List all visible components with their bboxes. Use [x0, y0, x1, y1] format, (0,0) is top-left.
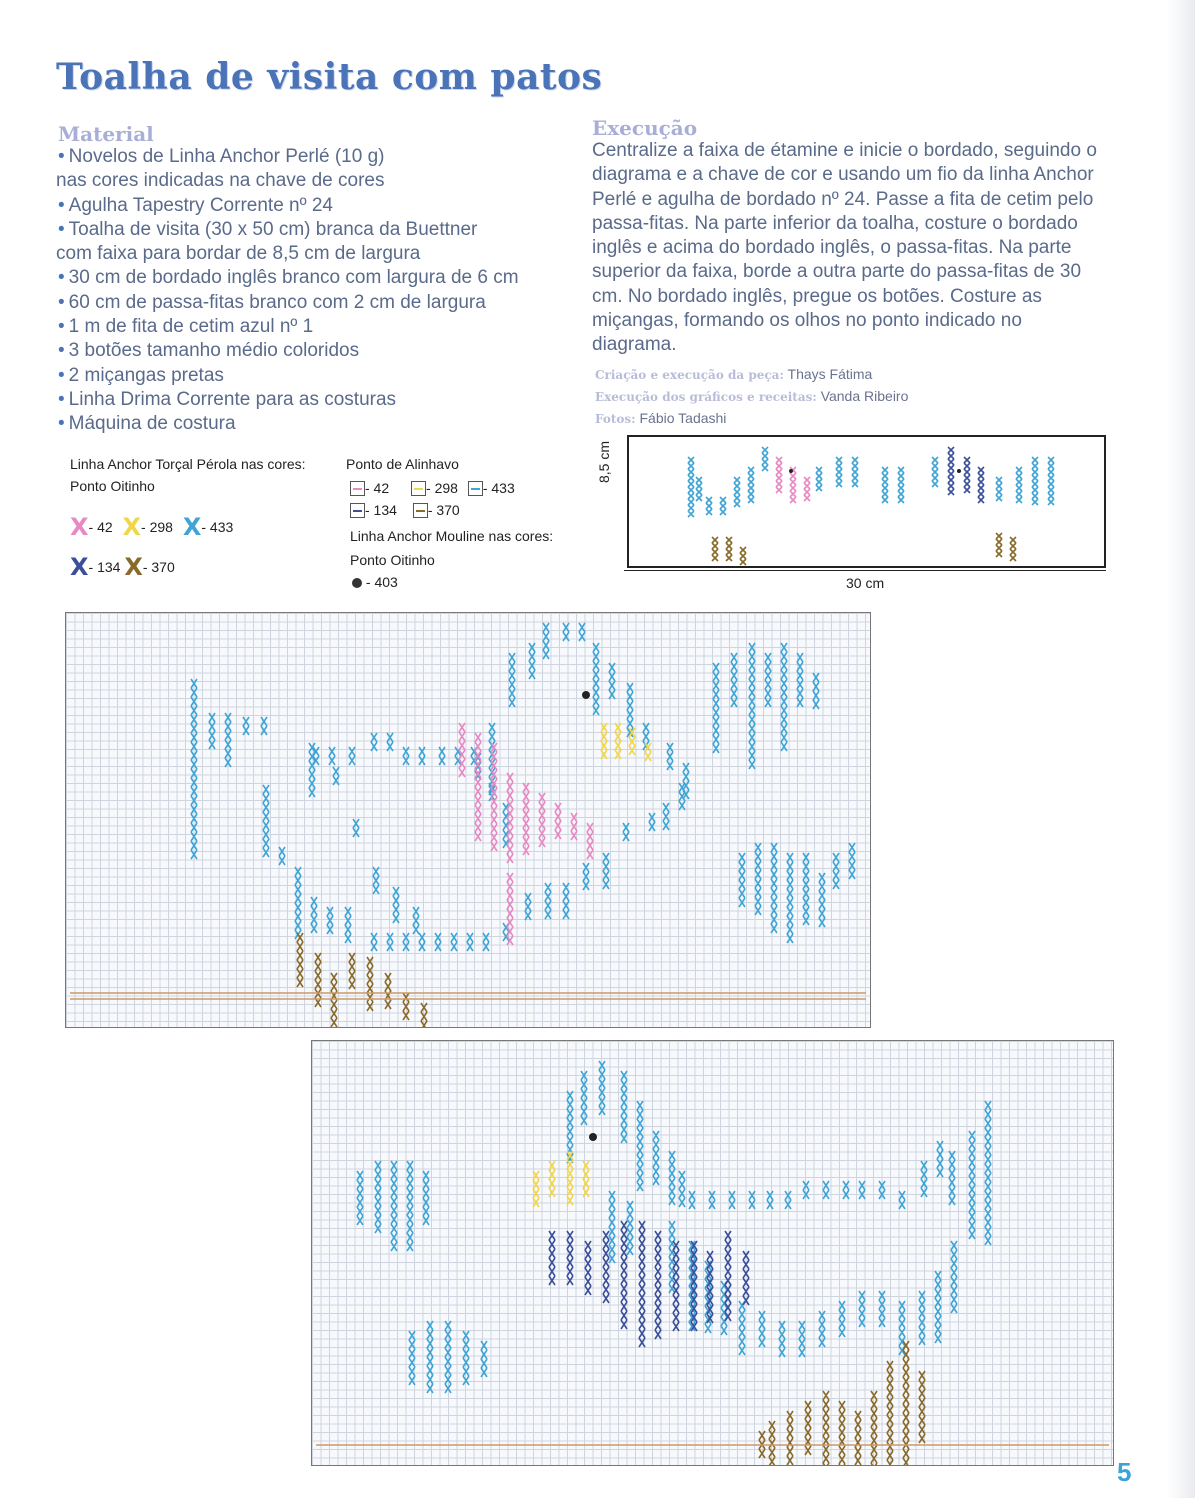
stitch-column	[349, 747, 355, 765]
stitch-column	[555, 803, 561, 839]
width-dimension-line	[624, 570, 1106, 571]
stitch-column	[852, 457, 858, 487]
stitch-column	[387, 933, 393, 951]
stitch-column	[679, 1171, 685, 1207]
bullet-icon: •	[58, 146, 65, 167]
bead-dot-icon	[352, 578, 362, 588]
stitch-column	[785, 1191, 791, 1209]
stitch-column	[749, 643, 755, 769]
stitch-column	[421, 1003, 427, 1027]
cross-stitch-icon: X	[70, 513, 89, 541]
stitch-column	[839, 1301, 845, 1337]
stitch-column	[748, 467, 754, 503]
stitch-column	[603, 1231, 609, 1303]
stitch-column	[739, 853, 745, 907]
stitch-column	[739, 1301, 745, 1355]
stitch-column	[743, 1251, 749, 1305]
page-number: 5	[1117, 1457, 1132, 1487]
stitch-column	[688, 457, 694, 517]
stitch-column	[459, 723, 465, 777]
stitch-column	[823, 1391, 829, 1465]
stitch-column	[333, 767, 339, 785]
stitch-column	[593, 643, 599, 715]
eye-bead	[582, 691, 590, 699]
stitch-column	[327, 907, 333, 934]
stitch-column	[663, 803, 669, 830]
pattern-bottom-stitches	[312, 1041, 1113, 1465]
stitch-column	[882, 467, 888, 503]
stitch-column	[740, 547, 746, 565]
stitch-column	[805, 1401, 811, 1455]
stitch-column	[803, 1181, 809, 1199]
stitch-column	[919, 1371, 925, 1443]
running-stitch-icon	[350, 503, 365, 518]
stitch-column	[371, 733, 377, 751]
eye-bead	[789, 469, 793, 473]
stitch-column	[507, 873, 513, 945]
stitch-column	[1032, 457, 1038, 505]
stitch-column	[567, 1231, 573, 1285]
stitch-column	[297, 933, 303, 987]
stitch-column	[375, 1161, 381, 1233]
stitch-column	[689, 1191, 695, 1209]
bullet-icon: •	[58, 388, 65, 410]
stitch-column	[385, 973, 391, 1009]
stitch-column	[849, 843, 855, 879]
stitch-column	[529, 643, 535, 679]
stitch-column	[709, 1191, 715, 1209]
stitch-column	[581, 1071, 587, 1125]
stitch-column	[639, 1221, 645, 1347]
stitch-column	[451, 933, 457, 951]
stitch-column	[601, 723, 607, 759]
stitch-column	[463, 1331, 469, 1385]
execucao-text: Centralize a faixa de étamine e inicie o bordado, seguindo o diagrama e a chave de cor e usando um fio da linha Anchor Perlé e agulha de bordado nº 24. Passe a fita de cetim pelo passa-fitas. Na parte inferior da toalha, costure o bordado inglês e acima do bordado inglês, o passa-fitas. Na parte superior da faixa, borde a outra parte do passa-fitas de 30 cm. No bordado inglês, pregue os botões. Costure as miçangas, formando os olhos no ponto indicado no diagrama.	[592, 140, 1097, 356]
stitch-column	[563, 623, 569, 641]
chart-pattern-bottom	[311, 1040, 1114, 1466]
legend-mouline-subtitle: Ponto Oitinho	[350, 552, 435, 568]
stitch-column	[349, 953, 355, 989]
mini-diagram	[627, 435, 1106, 568]
stitch-column	[935, 1271, 941, 1343]
stitch-column	[1016, 467, 1022, 503]
stitch-column	[543, 623, 549, 659]
stitch-column	[776, 457, 782, 493]
stitch-column	[726, 537, 732, 561]
legend-perola-subtitle: Ponto Oitinho	[70, 478, 155, 494]
stitch-column	[667, 743, 673, 770]
stitch-column	[243, 717, 249, 735]
stitch-column	[579, 623, 585, 641]
stitch-column	[720, 497, 726, 515]
stitch-column	[295, 867, 301, 939]
bullet-icon: •	[58, 413, 65, 435]
stitch-column	[921, 1161, 927, 1197]
stitch-column	[539, 793, 545, 847]
bullet-icon: •	[58, 267, 65, 289]
stitch-column	[985, 1101, 991, 1245]
stitch-column	[819, 1311, 825, 1347]
stitch-column	[948, 447, 954, 495]
stitch-column	[407, 1161, 413, 1251]
stitch-column	[996, 533, 1002, 557]
width-label: 30 cm	[846, 575, 885, 591]
stitch-column	[403, 747, 409, 765]
legend-alinhavo: Ponto de Alinhavo - 42 - 298 - 433 - 134 - 370 Linha Anchor Mouline nas cores: Ponto Oitinho - 403	[346, 453, 553, 593]
stitch-column	[645, 743, 651, 761]
material-item: com faixa para bordar de 8,5 cm de largura	[56, 243, 421, 265]
page-edge-shadow	[1167, 0, 1195, 1498]
stitch-column	[423, 1171, 429, 1225]
stitch-column	[655, 1231, 661, 1339]
cross-stitch-icon: X	[122, 513, 142, 541]
stitch-column	[419, 747, 425, 765]
stitch-column	[932, 457, 938, 487]
stitch-column	[964, 457, 970, 493]
credit-line: Execução dos gráficos e receitas: Vanda Ribeiro	[595, 388, 909, 404]
stitch-column	[969, 1131, 975, 1239]
stitch-column	[563, 883, 569, 919]
material-heading: Material	[58, 122, 154, 146]
stitch-column	[621, 1221, 627, 1329]
stitch-column	[621, 1071, 627, 1143]
material-item: • Linha Drima Corrente para as costuras	[58, 388, 397, 410]
material-list	[56, 145, 581, 437]
stitch-column	[839, 1401, 845, 1465]
stitch-column	[525, 893, 531, 920]
pattern-top-stitches	[66, 613, 870, 1027]
stitch-column	[603, 853, 609, 889]
stitch-column	[787, 1411, 793, 1465]
stitch-column	[879, 1181, 885, 1199]
stitch-column	[949, 1151, 955, 1205]
running-stitch-icon	[350, 481, 365, 496]
stitch-column	[329, 747, 335, 765]
stitch-column	[803, 853, 809, 925]
stitch-column	[439, 747, 445, 765]
material-item: • 2 miçangas pretas	[58, 364, 224, 386]
legend-perola-title: Linha Anchor Torçal Pérola nas cores:	[70, 456, 306, 472]
legend-alinhavo-title: Ponto de Alinhavo	[346, 456, 459, 472]
stitch-column	[759, 1311, 765, 1347]
stitch-column	[871, 1391, 877, 1465]
running-stitch-icon	[468, 481, 483, 496]
height-label: 8,5 cm	[596, 440, 612, 483]
stitch-column	[475, 733, 481, 841]
material-item: • Agulha Tapestry Corrente nº 24	[58, 194, 333, 216]
stitch-column	[836, 457, 842, 487]
stitch-column	[309, 743, 315, 797]
stitch-column	[583, 863, 589, 890]
stitch-column	[649, 813, 655, 831]
stitch-column	[357, 1171, 363, 1225]
material-item: • Novelos de Linha Anchor Perlé (10 g)	[58, 146, 385, 167]
stitch-column	[771, 843, 777, 933]
stitch-column	[549, 1231, 555, 1285]
stitch-column	[387, 733, 393, 751]
stitch-column	[545, 883, 551, 919]
stitch-column	[279, 847, 285, 865]
stitch-column	[799, 1321, 805, 1357]
stitch-column	[706, 497, 712, 515]
stitch-column	[615, 723, 621, 759]
stitch-column	[331, 973, 337, 1027]
stitch-column	[509, 653, 515, 707]
stitch-column	[413, 907, 419, 934]
stitch-column	[353, 819, 359, 837]
chart-pattern-top	[65, 612, 871, 1028]
material-item: • 1 m de fita de cetim azul nº 1	[58, 316, 314, 338]
stitch-column	[393, 887, 399, 923]
stitch-column	[599, 1061, 605, 1115]
material-item: nas cores indicadas na chave de cores	[56, 170, 385, 192]
legend-perola: Linha Anchor Torçal Pérola nas cores: Ponto Oitinho X- 42 X- 298 X- 433 X- 134 X- 370	[70, 453, 306, 587]
cross-stitch-icon: X	[182, 513, 202, 541]
stitch-column	[804, 477, 810, 501]
stitch-column	[261, 717, 267, 735]
stitch-column	[712, 537, 718, 561]
material-item: • Toalha de visita (30 x 50 cm) branca da Buettner	[58, 218, 478, 240]
stitch-column	[887, 1361, 893, 1465]
stitch-column	[765, 653, 771, 707]
stitch-column	[403, 933, 409, 951]
running-stitch-icon	[411, 481, 426, 496]
stitch-column	[507, 773, 513, 863]
stitch-column	[549, 1161, 555, 1197]
stitch-column	[313, 747, 319, 765]
credit-line: Fotos: Fábio Tadashi	[595, 410, 727, 426]
stitch-column	[898, 467, 904, 503]
stitch-column	[209, 713, 215, 749]
material-item: • 60 cm de passa-fitas branco com 2 cm de largura	[58, 291, 486, 313]
stitch-column	[899, 1301, 905, 1355]
stitch-column	[533, 1171, 539, 1207]
stitch-column	[951, 1241, 957, 1313]
stitch-column	[191, 679, 197, 859]
stitch-column	[755, 843, 761, 915]
stitch-column	[627, 1201, 633, 1255]
stitch-column	[311, 897, 317, 933]
stitch-column	[859, 1291, 865, 1327]
stitch-column	[571, 813, 577, 840]
stitch-column	[833, 853, 839, 889]
stitch-column	[403, 993, 409, 1020]
stitch-column	[729, 1191, 735, 1209]
stitch-column	[713, 663, 719, 753]
stitch-column	[779, 1321, 785, 1357]
bullet-icon: •	[58, 364, 65, 386]
stitch-column	[371, 933, 377, 951]
stitch-column	[797, 653, 803, 707]
stitch-column	[1010, 537, 1016, 561]
material-item: • 3 botões tamanho médio coloridos	[58, 340, 360, 362]
stitch-column	[409, 1331, 415, 1385]
stitch-column	[523, 783, 529, 855]
stitch-column	[937, 1141, 943, 1177]
stitch-column	[587, 823, 593, 859]
stitch-column	[819, 873, 825, 927]
stitch-column	[637, 1101, 643, 1191]
stitch-column	[585, 1241, 591, 1295]
stitch-column	[623, 823, 629, 841]
stitch-column	[481, 1341, 487, 1377]
running-stitch-icon	[413, 503, 428, 518]
stitch-column	[899, 1191, 905, 1209]
mini-diagram-ducks	[629, 437, 1104, 566]
stitch-column	[749, 1191, 755, 1209]
stitch-column	[855, 1411, 861, 1465]
stitch-column	[996, 477, 1002, 501]
eye-bead	[589, 1133, 597, 1141]
material-item: • Máquina de costura	[58, 413, 236, 435]
stitch-column	[787, 853, 793, 943]
stitch-column	[696, 477, 702, 501]
legend-mouline-title: Linha Anchor Mouline nas cores:	[350, 528, 554, 544]
bullet-icon: •	[58, 218, 65, 240]
bullet-icon: •	[58, 291, 65, 313]
credits	[595, 364, 908, 430]
stitch-column	[391, 1161, 397, 1251]
stitch-column	[813, 673, 819, 709]
stitch-column	[903, 1341, 909, 1465]
stitch-column	[919, 1291, 925, 1345]
stitch-column	[734, 477, 740, 507]
stitch-column	[609, 1191, 615, 1263]
stitch-column	[609, 663, 615, 699]
stitch-column	[767, 1191, 773, 1209]
stitch-column	[427, 1321, 433, 1393]
bullet-icon: •	[58, 194, 65, 216]
stitch-column	[721, 1281, 727, 1335]
stitch-column	[731, 653, 737, 707]
stitch-column	[419, 933, 425, 951]
stitch-column	[345, 907, 351, 943]
stitch-column	[367, 957, 373, 1011]
execucao-heading: Execução	[592, 116, 698, 140]
stitch-column	[843, 1181, 849, 1199]
material-item: • 30 cm de bordado inglês branco com largura de 6 cm	[58, 267, 519, 289]
stitch-column	[263, 785, 269, 857]
stitch-column	[483, 933, 489, 951]
stitch-column	[879, 1291, 885, 1327]
eye-bead	[957, 469, 961, 473]
stitch-column	[225, 713, 231, 767]
stitch-column	[859, 1181, 865, 1199]
stitch-column	[435, 933, 441, 951]
cross-stitch-icon: X	[124, 553, 143, 581]
stitch-column	[1048, 457, 1054, 505]
stitch-column	[467, 933, 473, 951]
page-title: Toalha de visita com patos	[56, 56, 603, 98]
stitch-column	[762, 447, 768, 471]
bullet-icon: •	[58, 316, 65, 338]
stitch-column	[978, 467, 984, 503]
credit-line: Criação e execução da peça: Thays Fátima	[595, 366, 873, 382]
stitch-column	[445, 1321, 451, 1393]
stitch-column	[669, 1151, 675, 1205]
stitch-column	[769, 1421, 775, 1465]
stitch-column	[373, 867, 379, 894]
stitch-column	[816, 467, 822, 491]
stitch-column	[781, 643, 787, 751]
bullet-icon: •	[58, 340, 65, 362]
cross-stitch-icon: X	[70, 553, 89, 581]
stitch-column	[823, 1181, 829, 1199]
stitch-column	[653, 1131, 659, 1185]
stitch-column	[583, 1161, 589, 1197]
